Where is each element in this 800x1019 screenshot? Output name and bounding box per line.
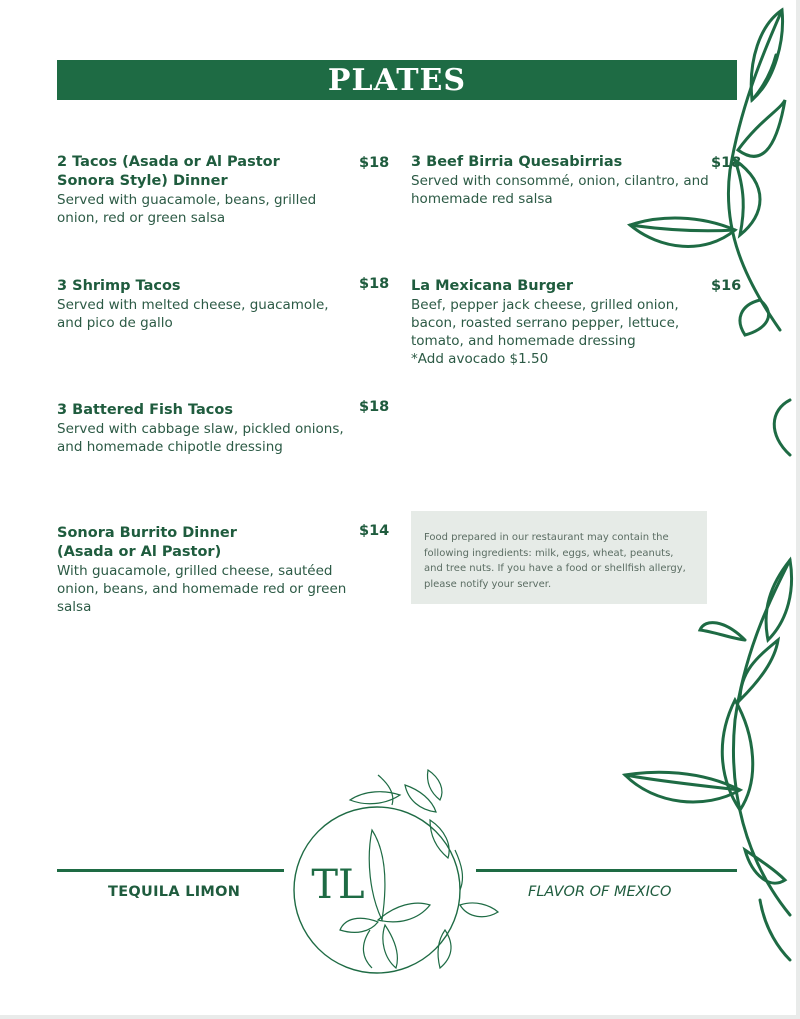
item-description: Beef, pepper jack cheese, grilled onion, bacon, roasted serrano pepper, lettuce, tomato, and homemade dressing *Add avocado $1.50 bbox=[411, 297, 680, 367]
item-price: $16 bbox=[711, 278, 742, 294]
section-title: PLATES bbox=[327, 62, 467, 98]
item-price: $14 bbox=[359, 523, 390, 539]
item-name: 2 Tacos (Asada or Al Pastor Sonora Style) Dinner bbox=[57, 154, 280, 189]
allergy-notice-text: Food prepared in our restaurant may contain the following ingredients: milk, eggs, wheat, peanuts, and tree nuts. If you have a food or shellfish allergy, please notify your server. bbox=[424, 532, 686, 590]
item-name: La Mexicana Burger bbox=[411, 278, 574, 294]
item-description: With guacamole, grilled cheese, sautéed onion, beans, and homemade red or green salsa bbox=[57, 563, 347, 615]
item-description: Served with melted cheese, guacamole, and pico de gallo bbox=[57, 297, 329, 331]
brand-name: TEQUILA LIMON bbox=[108, 884, 241, 900]
item-description: Served with cabbage slaw, pickled onions, and homemade chipotle dressing bbox=[57, 421, 344, 455]
item-price: $18 bbox=[359, 399, 390, 415]
item-name: 3 Beef Birria Quesabirrias bbox=[411, 154, 623, 170]
logo-monogram: TL bbox=[311, 862, 365, 908]
item-description: Served with guacamole, beans, grilled onion, red or green salsa bbox=[57, 192, 317, 226]
item-price: $18 bbox=[359, 276, 390, 292]
item-name: 3 Shrimp Tacos bbox=[57, 278, 181, 294]
item-price: $18 bbox=[711, 155, 742, 171]
item-name: 3 Battered Fish Tacos bbox=[57, 402, 233, 418]
item-price: $18 bbox=[359, 155, 390, 171]
item-description: Served with consommé, onion, cilantro, and homemade red salsa bbox=[411, 173, 709, 207]
item-name: Sonora Burrito Dinner (Asada or Al Pastor) bbox=[57, 525, 237, 560]
tagline: FLAVOR OF MEXICO bbox=[528, 884, 672, 900]
